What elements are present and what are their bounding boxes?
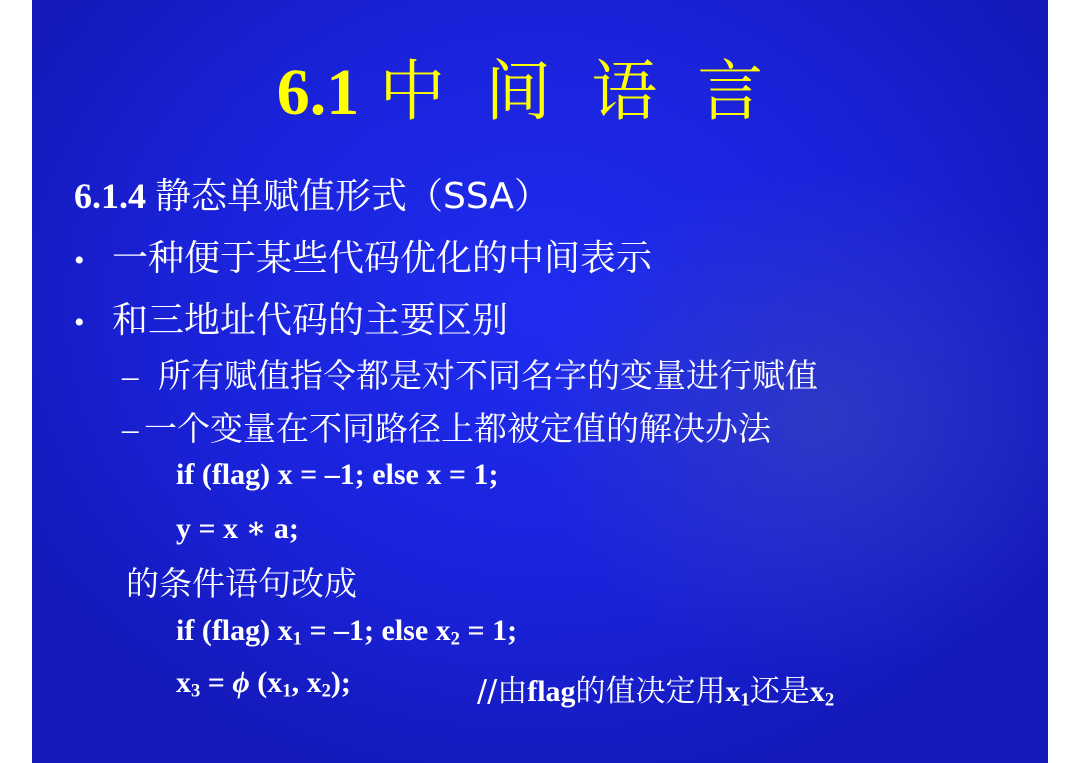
sub-item-1: [122, 350, 818, 397]
slide-title: [32, 52, 1048, 133]
bullet-text: 一种便于某些代码优化的中间表示: [112, 238, 653, 279]
code-comment: //由flag的值决定用$x_1$还是$x_2$: [477, 674, 835, 711]
bullet-text: 和三地址代码的主要区别: [112, 300, 509, 341]
section-heading: [74, 168, 550, 219]
dash-icon: –: [122, 412, 139, 448]
section-number: 6.1.4: [74, 176, 146, 216]
title-text: 中间语言: [379, 53, 804, 130]
bullet-dot-icon: •: [74, 306, 85, 339]
phi-symbol: ϕ: [232, 666, 250, 699]
code-line-3: if (flag) $x_1 = -1$; else $x_2 = 1$;: [176, 614, 518, 650]
bullet-dot-icon: •: [74, 244, 85, 277]
bullet-item-1: [74, 230, 652, 281]
sub-item-text: 所有赋值指令都是对不同名字的变量进行赋值: [158, 356, 818, 395]
slide: [32, 0, 1048, 763]
section-text: 静态单赋值形式（SSA）: [155, 176, 550, 217]
sub-item-2: [122, 403, 771, 450]
code-line-2: y = x ∗ a;: [176, 512, 299, 545]
bullet-item-2: [74, 292, 508, 343]
code-line-4: $x_3 = \phi$ ($x_1$, $x_2$);: [176, 666, 351, 702]
sub-item-text: 一个变量在不同路径上都被定值的解决办法: [144, 409, 771, 448]
transition-text: 的条件语句改成: [126, 564, 357, 603]
code-line-1: if (flag) x = –1; else x = 1;: [176, 458, 499, 491]
dash-icon: –: [122, 359, 139, 395]
title-number: 6.1: [276, 56, 360, 129]
